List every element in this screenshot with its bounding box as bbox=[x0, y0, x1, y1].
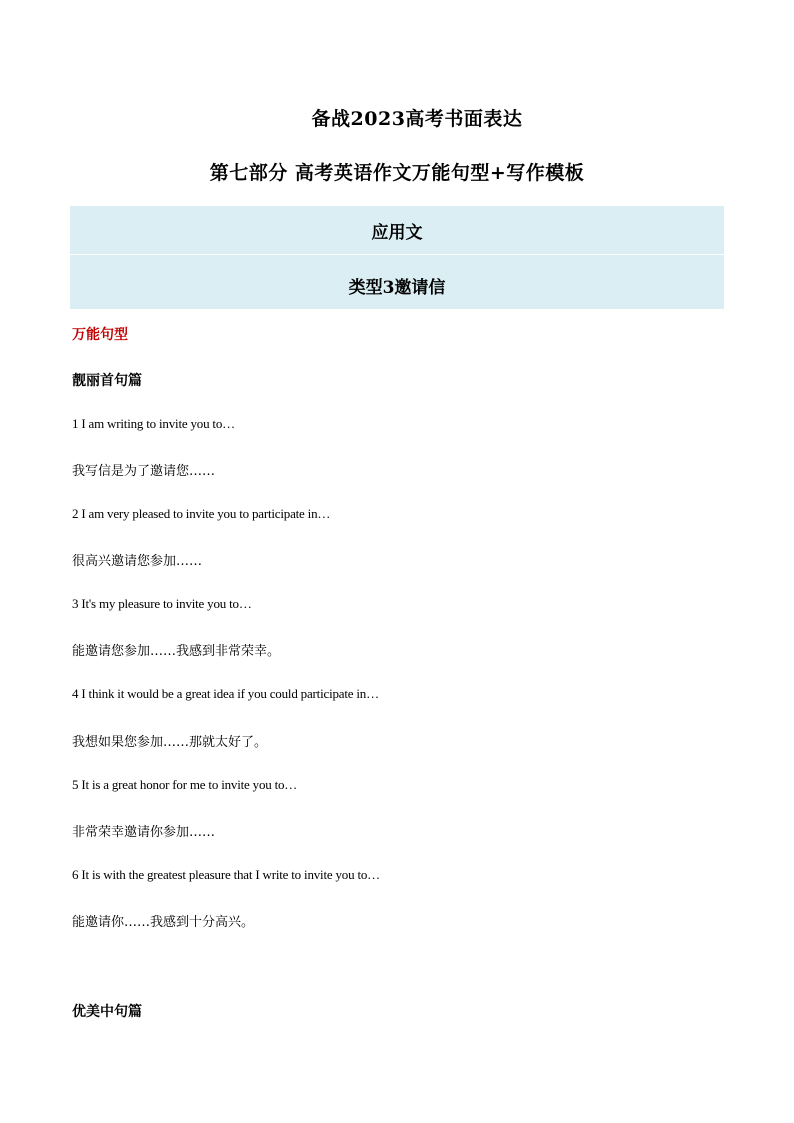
sentence-zh-4: 我想如果您参加……那就太好了。 bbox=[72, 735, 268, 750]
sentence-en-3: 3 It's my pleasure to invite you to… bbox=[72, 596, 252, 611]
sentence-en-4: 4 I think it would be a great idea if you could participate in… bbox=[72, 686, 379, 701]
sentence-zh-3: 能邀请您参加……我感到非常荣幸。 bbox=[72, 644, 281, 659]
header-row-type: 类型3邀请信 bbox=[70, 254, 724, 309]
sentence-en-5: 5 It is a great honor for me to invite you to… bbox=[72, 777, 298, 792]
sentence-en-2: 2 I am very pleased to invite you to participate in… bbox=[72, 506, 331, 521]
sentence-zh-2: 很高兴邀请您参加…… bbox=[72, 554, 203, 569]
document-subtitle: 第七部分 高考英语作文万能句型+写作模板 bbox=[209, 162, 585, 184]
middle-sentences-heading: 优美中句篇 bbox=[72, 1004, 142, 1020]
document-title: 备战2023高考书面表达 bbox=[311, 108, 523, 130]
sentence-en-6: 6 It is with the greatest pleasure that I write to invite you to… bbox=[72, 867, 380, 882]
section-heading: 万能句型 bbox=[72, 327, 128, 343]
opening-sentences-heading: 靓丽首句篇 bbox=[72, 373, 142, 389]
header-row-category: 应用文 bbox=[371, 222, 423, 243]
sentence-zh-6: 能邀请你……我感到十分高兴。 bbox=[72, 915, 255, 930]
sentence-en-1: 1 I am writing to invite you to… bbox=[72, 416, 235, 431]
header-table bbox=[70, 206, 724, 309]
sentence-zh-5: 非常荣幸邀请你参加…… bbox=[72, 825, 216, 840]
sentence-zh-1: 我写信是为了邀请您…… bbox=[72, 464, 216, 479]
